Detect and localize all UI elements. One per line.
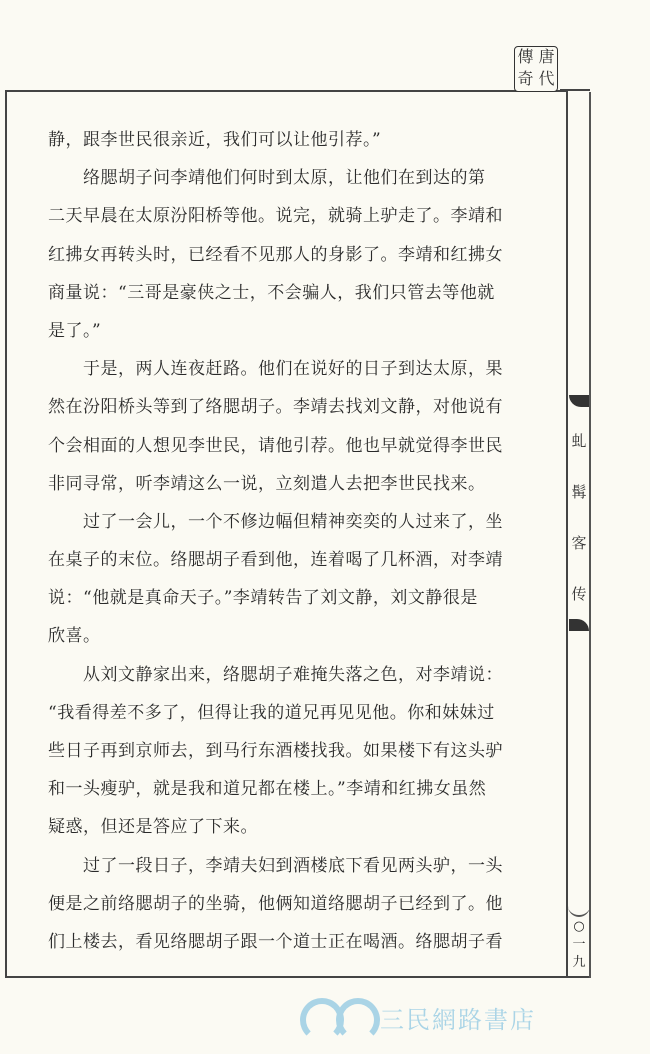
watermark-text: 三民網路書店 (380, 1006, 536, 1034)
page-number-cap (568, 905, 590, 917)
text-line: 些日子再到京师去，到马行东酒楼找我。如果楼下有这头驴 (48, 741, 503, 761)
text-line: 们上楼去，看见络腮胡子跟一个道士正在喝酒。络腮胡子看 (48, 931, 503, 952)
text-line: 疑惑，但还是答应了下来。 (48, 817, 258, 838)
text-line: 过了一会儿，一个不修边幅但精神奕奕的人过来了，坐 (83, 511, 503, 532)
watermark-arc-icon (336, 998, 380, 1042)
text-line: 从刘文静家出来，络腮胡子难掩失落之色，对李靖说： (83, 664, 503, 685)
text-line: 非同寻常，听李靖这么一说，立刻遣人去把李世民找来。 (48, 473, 486, 494)
side-title-char: 客 (571, 534, 587, 552)
text-line: 络腮胡子问李靖他们何时到太原，让他们在到达的第 (83, 168, 486, 189)
text-line: 个会相面的人想见李世民，请他引荐。他也早就觉得李世民 (48, 435, 503, 456)
text-line: 在桌子的末位。络腮胡子看到他，连着喝了几杯酒，对李靖 (48, 550, 503, 571)
side-chapter-title (568, 430, 590, 604)
frame-bottom-extension (560, 976, 590, 978)
page-number (568, 918, 590, 972)
body-text (48, 128, 548, 968)
page-number-digit: 一 (572, 937, 586, 952)
text-line: “我看得差不多了，但得让我的道兄再见见他。你和妹妹过 (48, 702, 495, 723)
text-line: 便是之前络腮胡子的坐骑，他俩知道络腮胡子已经到了。他 (48, 893, 503, 914)
watermark (300, 990, 540, 1046)
seal-char: 奇 (517, 69, 534, 88)
text-line: 于是，两人连夜赶路。他们在说好的日子到达太原，果 (83, 359, 503, 380)
seal-char: 傳 (517, 47, 534, 66)
side-title-char: 传 (571, 585, 587, 603)
frame-top-extension (560, 89, 590, 91)
side-tab-top (569, 395, 589, 407)
side-title-char: 髯 (571, 483, 587, 501)
seal-char: 代 (538, 69, 555, 88)
side-title-char: 虬 (571, 432, 587, 450)
text-line: 过了一段日子，李靖夫妇到酒楼底下看见两头驴，一头 (83, 855, 503, 876)
text-line: 是了。” (48, 320, 102, 341)
text-line: 说：“他就是真命天子。”李靖转告了刘文静，刘文静很是 (48, 588, 478, 609)
text-line: 和一头瘦驴，就是我和道兄都在楼上。”李靖和红拂女虽然 (48, 779, 487, 800)
page-number-digit: 九 (572, 955, 586, 970)
text-line: 然在汾阳桥头等到了络腮胡子。李靖去找刘文静，对他说有 (48, 397, 503, 418)
side-tab-bottom (569, 619, 589, 631)
series-seal (514, 46, 558, 92)
text-line: 欣喜。 (48, 626, 101, 647)
page-number-digit: ○ (573, 919, 585, 934)
text-line: 二天早晨在太原汾阳桥等他。说完，就骑上驴走了。李靖和 (48, 206, 503, 227)
text-line: 静，跟李世民很亲近，我们可以让他引荐。” (48, 130, 382, 150)
text-line: 红拂女再转头时，已经看不见那人的身影了。李靖和红拂女 (48, 244, 503, 265)
watermark-arc-icon (300, 998, 344, 1042)
seal-char: 唐 (538, 47, 555, 66)
text-line: 商量说：“三哥是豪侠之士，不会骗人，我们只管去等他就 (48, 282, 495, 303)
